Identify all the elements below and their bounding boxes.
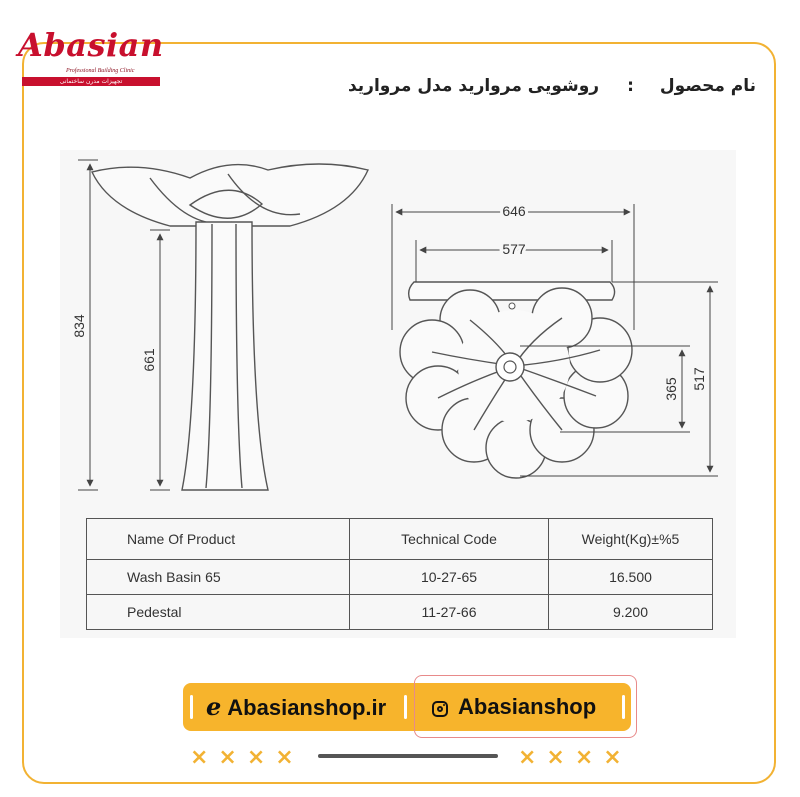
cell-weight: 9.200 (549, 595, 713, 630)
instagram-link[interactable] (432, 683, 596, 731)
decorative-line (318, 754, 498, 758)
website-text: Abasianshop.ir (227, 695, 387, 720)
cell-product-name: Wash Basin 65 (87, 560, 350, 595)
footer-divider (190, 695, 193, 719)
product-title-separator: : (627, 76, 634, 96)
header-weight: Weight(Kg)±%5 (549, 519, 713, 560)
tap-hole (509, 303, 515, 309)
dim-517-label: 517 (691, 367, 707, 391)
internet-explorer-icon: e (206, 692, 222, 721)
dim-834-label: 834 (71, 314, 87, 338)
cell-product-name: Pedestal (87, 595, 350, 630)
logo-subtitle: Professional Building Clinic (66, 68, 135, 74)
website-link[interactable] (206, 683, 386, 731)
cell-technical-code: 11-27-66 (350, 595, 549, 630)
table-row (87, 560, 713, 595)
logo-tagline: تجهیزات مدرن ساختمانی (22, 77, 160, 86)
drain-inner (504, 361, 516, 373)
footer-divider (622, 695, 625, 719)
instagram-text: Abasianshop (458, 694, 597, 719)
decorative-crosses-right: ×××× (518, 745, 632, 770)
spec-table (86, 518, 713, 630)
dim-646-label: 646 (502, 203, 526, 219)
instagram-icon (432, 701, 448, 717)
table-row (87, 595, 713, 630)
product-title-value: روشویی مروارید مدل مروارید (347, 76, 600, 96)
dim-661-label: 661 (141, 348, 157, 372)
product-title-label: نام محصول (659, 76, 756, 96)
logo-text: Abasian (18, 26, 164, 64)
side-view-basin (92, 164, 368, 226)
footer-divider (404, 695, 407, 719)
side-view-pedestal (182, 222, 268, 490)
cell-technical-code: 10-27-65 (350, 560, 549, 595)
decorative-crosses-left: ×××× (190, 745, 304, 770)
dim-577-label: 577 (502, 241, 526, 257)
spec-table-header (87, 519, 713, 560)
cell-weight: 16.500 (549, 560, 713, 595)
header-technical-code: Technical Code (350, 519, 549, 560)
header-product-name: Name Of Product (87, 519, 350, 560)
dim-365-label: 365 (663, 377, 679, 401)
